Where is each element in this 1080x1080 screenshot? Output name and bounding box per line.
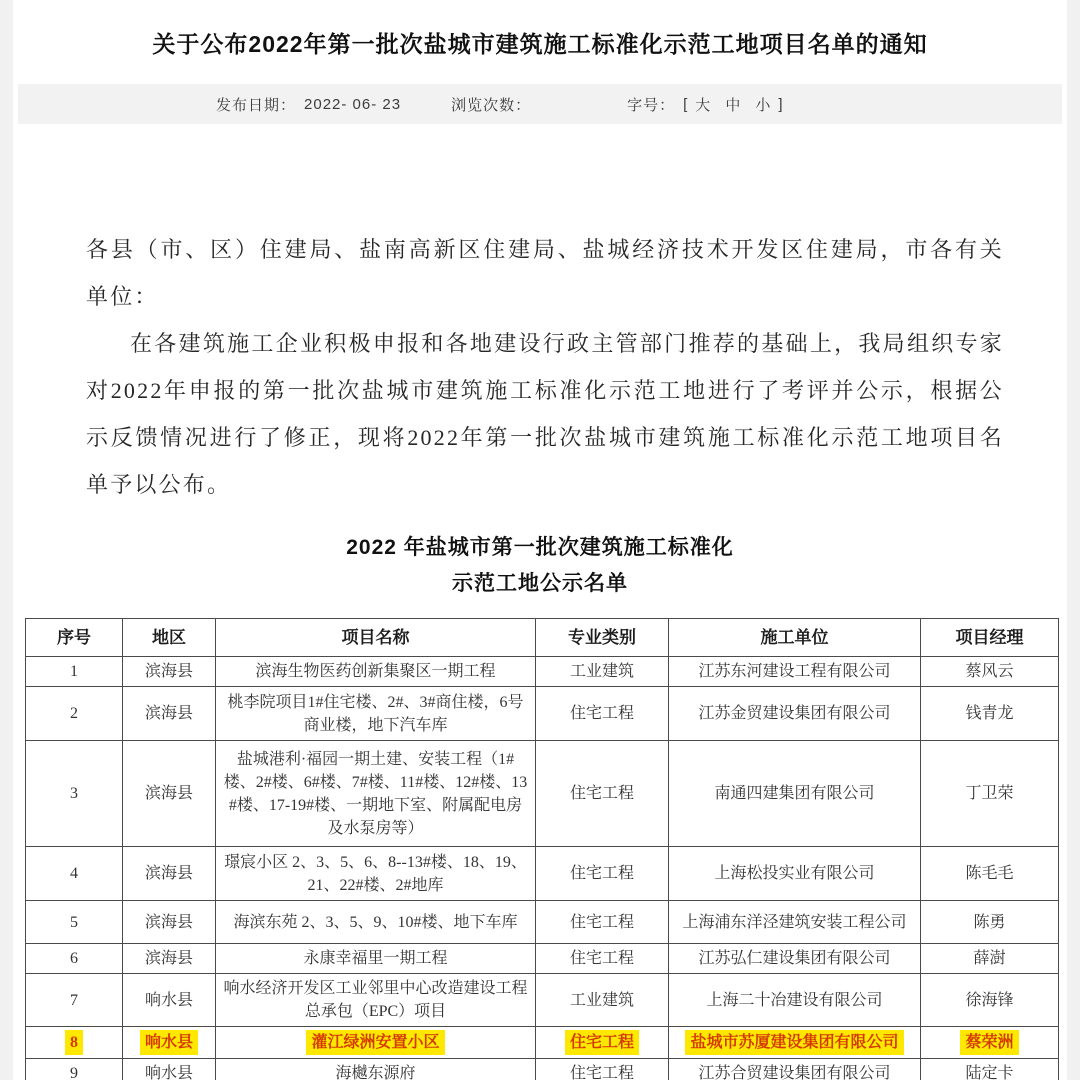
table-row bbox=[26, 847, 1059, 901]
table-row bbox=[26, 944, 1059, 974]
header-category: 专业类别 bbox=[536, 619, 669, 657]
cell-manager: 陈毛毛 bbox=[921, 847, 1059, 901]
cell-region: 滨海县 bbox=[123, 901, 216, 944]
cell-category: 住宅工程 bbox=[536, 1027, 669, 1059]
cell-category: 住宅工程 bbox=[536, 687, 669, 741]
cell-project: 响水经济开发区工业邻里中心改造建设工程总承包（EPC）项目 bbox=[216, 974, 536, 1027]
cell-region: 滨海县 bbox=[123, 847, 216, 901]
table-row bbox=[26, 974, 1059, 1027]
scan-edge-left bbox=[0, 0, 13, 1080]
bracket-close: ] bbox=[778, 95, 784, 113]
table-row bbox=[26, 657, 1059, 687]
cell-builder: 江苏东河建设工程有限公司 bbox=[669, 657, 921, 687]
cell-no: 8 bbox=[26, 1027, 123, 1059]
meta-bar bbox=[18, 84, 1062, 124]
publish-date-label: 发布日期： bbox=[216, 96, 297, 114]
font-size-option[interactable]: 小 bbox=[755, 96, 772, 114]
table-title-line1: 2022 年盐城市第一批次建筑施工标准化 bbox=[346, 536, 734, 559]
cell-no: 4 bbox=[26, 847, 123, 901]
cell-builder: 上海二十冶建设有限公司 bbox=[669, 974, 921, 1027]
cell-manager: 陆定卡 bbox=[921, 1059, 1059, 1080]
table-header-row bbox=[26, 619, 1059, 657]
cell-region: 响水县 bbox=[123, 1059, 216, 1080]
font-size-option[interactable]: 大 bbox=[695, 96, 712, 114]
cell-manager: 丁卫荣 bbox=[921, 741, 1059, 847]
cell-builder: 上海松投实业有限公司 bbox=[669, 847, 921, 901]
cell-builder: 江苏金贸建设集团有限公司 bbox=[669, 687, 921, 741]
cell-project: 海滨东苑 2、3、5、9、10#楼、地下车库 bbox=[216, 901, 536, 944]
table-row bbox=[26, 1027, 1059, 1059]
cell-manager: 薛澍 bbox=[921, 944, 1059, 974]
table-title bbox=[0, 530, 1080, 602]
cell-category: 住宅工程 bbox=[536, 741, 669, 847]
cell-project: 盐城港利·福园一期土建、安装工程（1#楼、2#楼、6#楼、7#楼、11#楼、12#楼、13#楼、17-19#楼、一期地下室、附属配电房及水泵房等） bbox=[216, 741, 536, 847]
paragraph-recipients: 各县（市、区）住建局、盐南高新区住建局、盐城经济技术开发区住建局，市各有关单位： bbox=[86, 237, 1004, 309]
cell-region: 滨海县 bbox=[123, 687, 216, 741]
cell-no: 7 bbox=[26, 974, 123, 1027]
cell-project: 璟宸小区 2、3、5、6、8--13#楼、18、19、21、22#楼、2#地库 bbox=[216, 847, 536, 901]
cell-manager: 蔡荣洲 bbox=[921, 1027, 1059, 1059]
cell-no: 1 bbox=[26, 657, 123, 687]
cell-project: 永康幸福里一期工程 bbox=[216, 944, 536, 974]
cell-region: 滨海县 bbox=[123, 944, 216, 974]
header-project: 项目名称 bbox=[216, 619, 536, 657]
cell-no: 9 bbox=[26, 1059, 123, 1080]
cell-manager: 蔡风云 bbox=[921, 657, 1059, 687]
cell-no: 2 bbox=[26, 687, 123, 741]
cell-builder: 江苏合贸建设集团有限公司 bbox=[669, 1059, 921, 1080]
font-size-options bbox=[688, 94, 778, 115]
cell-no: 6 bbox=[26, 944, 123, 974]
cell-project: 灌江绿洲安置小区 bbox=[216, 1027, 536, 1059]
cell-builder: 上海浦东洋泾建筑安装工程公司 bbox=[669, 901, 921, 944]
table-row bbox=[26, 741, 1059, 847]
bracket-open: [ bbox=[683, 95, 689, 113]
cell-manager: 钱青龙 bbox=[921, 687, 1059, 741]
header-region: 地区 bbox=[123, 619, 216, 657]
cell-region: 响水县 bbox=[123, 974, 216, 1027]
cell-manager: 徐海锋 bbox=[921, 974, 1059, 1027]
cell-project: 海樾东源府 bbox=[216, 1059, 536, 1080]
cell-category: 工业建筑 bbox=[536, 974, 669, 1027]
table-row bbox=[26, 901, 1059, 944]
cell-category: 住宅工程 bbox=[536, 944, 669, 974]
cell-project: 桃李院项目1#住宅楼、2#、3#商住楼，6号商业楼，地下汽车库 bbox=[216, 687, 536, 741]
cell-category: 住宅工程 bbox=[536, 1059, 669, 1080]
header-no: 序号 bbox=[26, 619, 123, 657]
table-row bbox=[26, 1059, 1059, 1080]
cell-builder: 江苏弘仁建设集团有限公司 bbox=[669, 944, 921, 974]
cell-category: 工业建筑 bbox=[536, 657, 669, 687]
paragraph-main: 在各建筑施工企业积极申报和各地建设行政主管部门推荐的基础上，我局组织专家对2022年申报的第一批次盐城市建筑施工标准化示范工地进行了考评并公示，根据公示反馈情况进行了修正，现将2022年第一批次盐城市建筑施工标准化示范工地项目名单予以公布。 bbox=[86, 331, 1004, 497]
font-size-switch bbox=[683, 94, 783, 115]
projects-table bbox=[25, 618, 1059, 1080]
cell-manager: 陈勇 bbox=[921, 901, 1059, 944]
cell-region: 滨海县 bbox=[123, 657, 216, 687]
table-row bbox=[26, 687, 1059, 741]
cell-builder: 盐城市苏厦建设集团有限公司 bbox=[669, 1027, 921, 1059]
font-size-option[interactable]: 中 bbox=[725, 96, 742, 114]
notice-body bbox=[86, 226, 1004, 508]
header-manager: 项目经理 bbox=[921, 619, 1059, 657]
cell-project: 滨海生物医药创新集聚区一期工程 bbox=[216, 657, 536, 687]
views-label: 浏览次数： bbox=[451, 96, 532, 114]
header-builder: 施工单位 bbox=[669, 619, 921, 657]
font-size-label: 字号： bbox=[627, 96, 676, 114]
page-title: 关于公布2022年第一批次盐城市建筑施工标准化示范工地项目名单的通知 bbox=[152, 31, 928, 57]
cell-builder: 南通四建集团有限公司 bbox=[669, 741, 921, 847]
cell-region: 响水县 bbox=[123, 1027, 216, 1059]
cell-category: 住宅工程 bbox=[536, 847, 669, 901]
publish-date-value: 2022- 06- 23 bbox=[304, 95, 402, 113]
cell-no: 5 bbox=[26, 901, 123, 944]
cell-region: 滨海县 bbox=[123, 741, 216, 847]
cell-no: 3 bbox=[26, 741, 123, 847]
table-title-line2: 示范工地公示名单 bbox=[452, 572, 628, 595]
scan-edge-right bbox=[1067, 0, 1080, 1080]
cell-category: 住宅工程 bbox=[536, 901, 669, 944]
